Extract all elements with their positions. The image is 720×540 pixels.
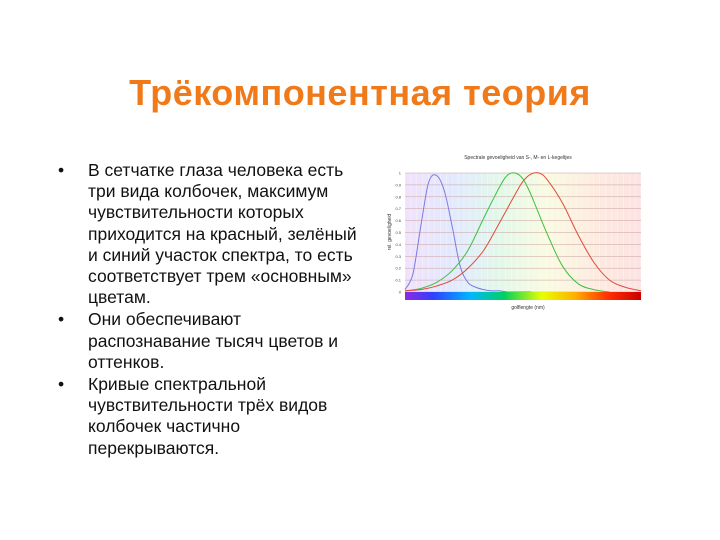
bullet-text: Они обеспечивают распознавание тысяч цветов и оттенков.	[88, 309, 339, 372]
y-axis-label: rel. gevoeligheid	[387, 213, 393, 251]
bullet-item	[58, 374, 358, 459]
chart-title: Spectrale gevoeligheid van S-, M- en L-kegeltjes	[464, 155, 572, 161]
bullet-item	[58, 160, 358, 308]
bullet-text: В сетчатке глаза человека есть три вида колбочек, максимум чувствительности которых приходится на красный, зелёный и синий участок спектра, то есть соответствует трем «основным» цветам.	[88, 160, 357, 308]
y-tick-label: 0.5	[395, 230, 401, 235]
bullet-icon: •	[58, 374, 65, 395]
y-tick-label: 0.1	[395, 277, 401, 283]
y-axis-ticks	[395, 171, 401, 295]
y-tick-label: 0.3	[395, 253, 401, 259]
bullet-icon: •	[58, 160, 65, 180]
y-tick-label: 0.8	[395, 194, 401, 200]
bullet-list	[58, 160, 358, 460]
y-tick-label: 0.9	[395, 182, 401, 188]
y-tick-label: 1	[398, 170, 401, 176]
bullet-text: Кривые спектральной чувствительности трёх видов колбочек частично перекрываются.	[88, 374, 328, 458]
chart-grid	[405, 173, 641, 292]
y-tick-label: 0.2	[395, 265, 401, 271]
x-axis-label: golflengte (nm)	[511, 305, 545, 311]
slide-title: Трёкомпонентная теория	[129, 72, 591, 113]
bullet-item	[58, 309, 358, 373]
y-tick-label: 0.6	[395, 218, 401, 224]
spectral-sensitivity-chart	[383, 150, 648, 320]
y-tick-label: 0.4	[395, 241, 401, 247]
y-tick-label: 0	[398, 289, 401, 295]
bullet-icon: •	[58, 309, 65, 330]
y-tick-label: 0.7	[395, 206, 401, 212]
spectrum-bar	[405, 292, 641, 300]
